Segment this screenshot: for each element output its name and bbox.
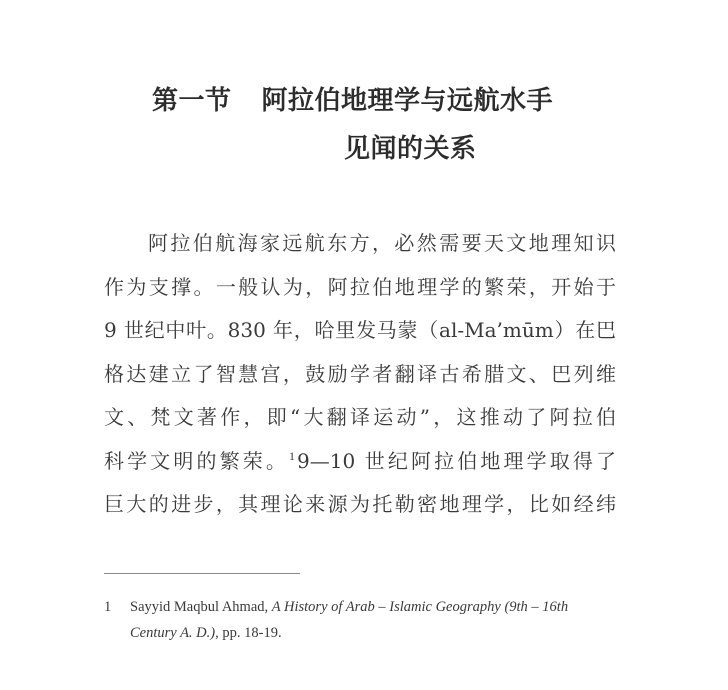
body-line-6 — [104, 440, 616, 484]
footnote-divider — [104, 573, 300, 574]
footnote-reference[interactable]: 1 — [289, 448, 296, 463]
heading-line-1 — [152, 82, 553, 120]
body-line-2: 作为支撑。一般认为，阿拉伯地理学的繁荣，开始于 — [104, 274, 616, 299]
body-line-3: 9 世纪中叶。830 年，哈里发马蒙（al-Ma’mūm）在巴 — [104, 318, 616, 342]
footnote-title-1: A History of Arab – Islamic Geography (9th – 16th — [271, 599, 569, 615]
body-paragraph — [104, 222, 616, 527]
section-title-part-1: 阿拉伯地理学与远航水手 — [261, 86, 554, 116]
footnote-pages: , pp. 18-19. — [215, 625, 282, 641]
section-title-part-2: 见闻的关系 — [344, 134, 477, 164]
body-line-6-start: 科学文明的繁荣。 — [104, 448, 290, 473]
body-line-4: 格达建立了智慧宫，鼓励学者翻译古希腊文、巴列维 — [104, 361, 616, 386]
footnote-number: 1 — [104, 599, 112, 615]
body-line-6-end: 9—10 世纪阿拉伯地理学取得了 — [297, 448, 617, 473]
footnote-line-2 — [130, 620, 616, 646]
footnote-line-1 — [130, 594, 616, 620]
body-line-7: 巨大的进步，其理论来源为托勒密地理学，比如经纬 — [104, 492, 616, 516]
body-line-5: 文、梵文著作，即“大翻译运动”，这推动了阿拉伯 — [104, 405, 616, 429]
footnote-title-2: Century A. D.) — [130, 625, 216, 641]
section-label: 第一节 — [152, 86, 232, 116]
body-line-1: 阿拉伯航海家远航东方，必然需要天文地理知识 — [148, 231, 616, 255]
footnote-author: Sayyid Maqbul Ahmad, — [130, 599, 272, 615]
footnote-text — [130, 594, 616, 646]
